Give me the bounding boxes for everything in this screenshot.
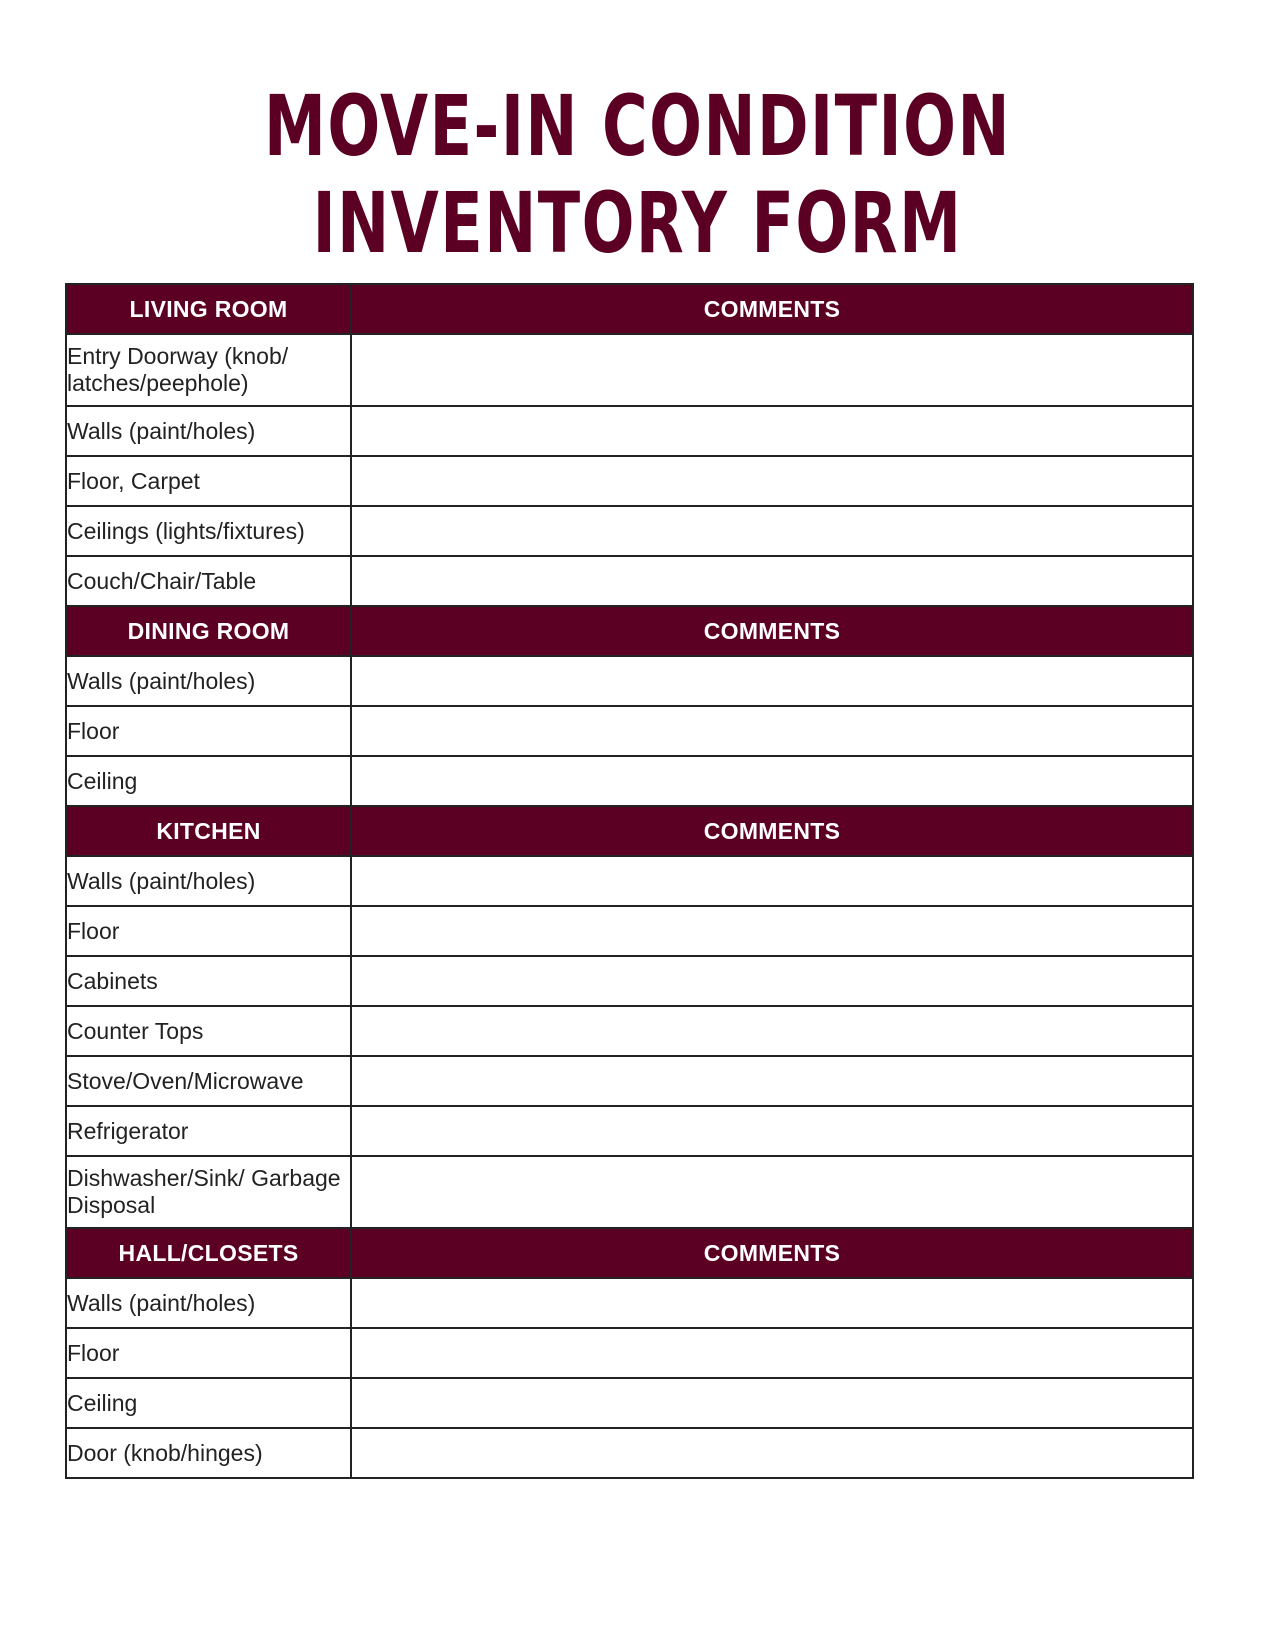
table-row bbox=[66, 1006, 1193, 1056]
comment-field[interactable] bbox=[351, 856, 1193, 906]
item-label: Ceilings (lights/fixtures) bbox=[66, 506, 351, 556]
comment-field[interactable] bbox=[351, 906, 1193, 956]
comment-field[interactable] bbox=[351, 756, 1193, 806]
comment-field[interactable] bbox=[351, 456, 1193, 506]
table-row bbox=[66, 406, 1193, 456]
item-label: Refrigerator bbox=[66, 1106, 351, 1156]
section-header-hall-closets bbox=[66, 1228, 1193, 1278]
comment-field[interactable] bbox=[351, 506, 1193, 556]
table-row bbox=[66, 506, 1193, 556]
comment-field[interactable] bbox=[351, 1156, 1193, 1228]
comment-field[interactable] bbox=[351, 406, 1193, 456]
item-label: Couch/Chair/Table bbox=[66, 556, 351, 606]
table-row bbox=[66, 1106, 1193, 1156]
comments-header: COMMENTS bbox=[351, 1228, 1193, 1278]
section-header-living-room bbox=[66, 284, 1193, 334]
comment-field[interactable] bbox=[351, 956, 1193, 1006]
table-row bbox=[66, 856, 1193, 906]
item-label: Floor, Carpet bbox=[66, 456, 351, 506]
table-row bbox=[66, 756, 1193, 806]
section-title: KITCHEN bbox=[66, 806, 351, 856]
item-label: Ceiling bbox=[66, 756, 351, 806]
table-row bbox=[66, 456, 1193, 506]
page-title bbox=[166, 78, 1110, 272]
comment-field[interactable] bbox=[351, 656, 1193, 706]
item-label: Walls (paint/holes) bbox=[66, 406, 351, 456]
comments-header: COMMENTS bbox=[351, 284, 1193, 334]
comment-field[interactable] bbox=[351, 1056, 1193, 1106]
table-row bbox=[66, 1428, 1193, 1478]
item-label: Cabinets bbox=[66, 956, 351, 1006]
item-label: Door (knob/hinges) bbox=[66, 1428, 351, 1478]
section-header-kitchen bbox=[66, 806, 1193, 856]
comment-field[interactable] bbox=[351, 1278, 1193, 1328]
comments-header: COMMENTS bbox=[351, 806, 1193, 856]
table-row bbox=[66, 956, 1193, 1006]
item-label: Walls (paint/holes) bbox=[66, 656, 351, 706]
table-row bbox=[66, 556, 1193, 606]
table-row bbox=[66, 1156, 1193, 1228]
item-label: Entry Doorway (knob/ latches/peephole) bbox=[66, 334, 351, 406]
title-line-2: INVENTORY FORM bbox=[312, 174, 963, 272]
table-row bbox=[66, 706, 1193, 756]
comment-field[interactable] bbox=[351, 1106, 1193, 1156]
table-row bbox=[66, 1378, 1193, 1428]
item-label: Walls (paint/holes) bbox=[66, 1278, 351, 1328]
item-label: Floor bbox=[66, 906, 351, 956]
comment-field[interactable] bbox=[351, 706, 1193, 756]
table-row bbox=[66, 906, 1193, 956]
item-label: Stove/Oven/Microwave bbox=[66, 1056, 351, 1106]
item-label: Counter Tops bbox=[66, 1006, 351, 1056]
section-title: LIVING ROOM bbox=[66, 284, 351, 334]
item-label: Walls (paint/holes) bbox=[66, 856, 351, 906]
table-row bbox=[66, 334, 1193, 406]
comment-field[interactable] bbox=[351, 334, 1193, 406]
table-row bbox=[66, 1056, 1193, 1106]
item-label: Floor bbox=[66, 1328, 351, 1378]
section-title: HALL/CLOSETS bbox=[66, 1228, 351, 1278]
comment-field[interactable] bbox=[351, 1378, 1193, 1428]
item-label: Dishwasher/Sink/ Garbage Disposal bbox=[66, 1156, 351, 1228]
comment-field[interactable] bbox=[351, 1328, 1193, 1378]
table-row bbox=[66, 1278, 1193, 1328]
table-row bbox=[66, 656, 1193, 706]
item-label: Ceiling bbox=[66, 1378, 351, 1428]
item-label: Floor bbox=[66, 706, 351, 756]
comments-header: COMMENTS bbox=[351, 606, 1193, 656]
comment-field[interactable] bbox=[351, 1428, 1193, 1478]
section-header-dining-room bbox=[66, 606, 1193, 656]
title-line-1: MOVE-IN CONDITION bbox=[264, 77, 1011, 175]
table-row bbox=[66, 1328, 1193, 1378]
comment-field[interactable] bbox=[351, 1006, 1193, 1056]
comment-field[interactable] bbox=[351, 556, 1193, 606]
section-title: DINING ROOM bbox=[66, 606, 351, 656]
inventory-table bbox=[65, 283, 1194, 1479]
